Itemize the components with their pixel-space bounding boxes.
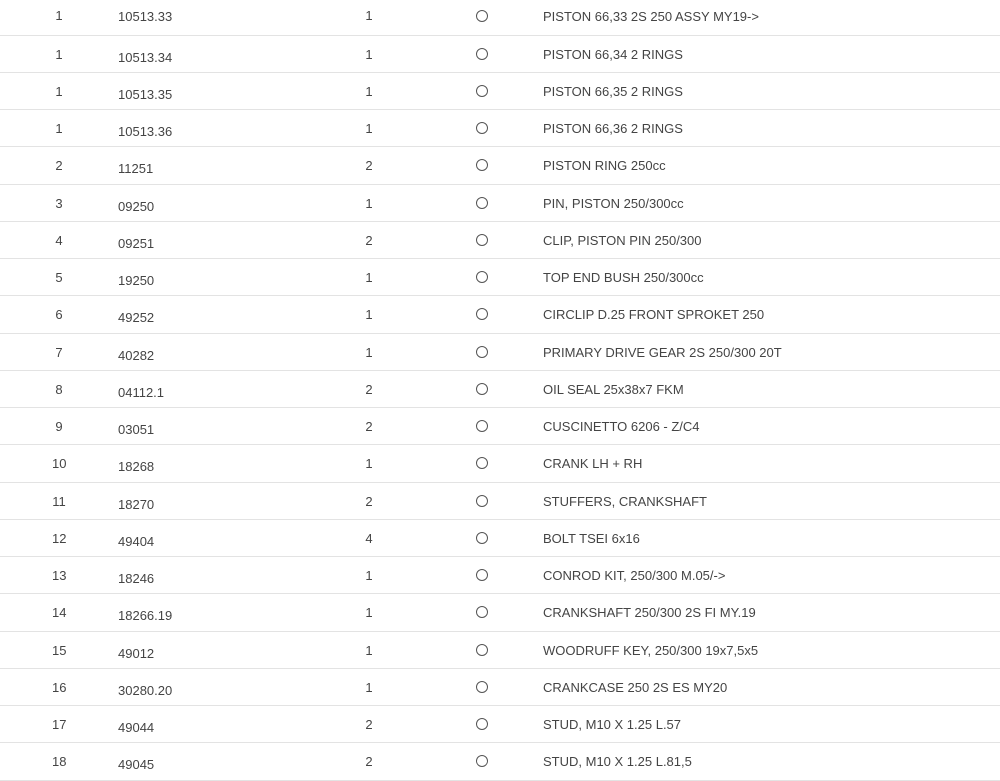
quantity: 1 [365,270,373,285]
quantity: 2 [365,232,373,248]
part-description: STUFFERS, CRANKSHAFT [543,493,707,509]
table-row[interactable] [0,259,1000,296]
position-number: 8 [55,381,63,397]
part-code: 18270 [118,496,155,512]
table-row[interactable] [0,0,1000,36]
select-part-radio[interactable] [476,122,488,134]
part-description: CIRCLIP D.25 FRONT SPROKET 250 [543,307,765,323]
table-row[interactable] [0,296,1000,333]
radio-circle-icon[interactable] [476,495,488,507]
position-number: 17 [52,717,67,732]
radio-circle-icon[interactable] [476,383,488,395]
select-part-radio[interactable] [476,457,488,469]
quantity: 2 [365,419,373,434]
position-number: 1 [55,46,63,62]
quantity: 2 [365,493,373,509]
table-row[interactable] [0,408,1000,445]
radio-circle-icon[interactable] [476,755,488,767]
radio-circle-icon[interactable] [476,681,488,693]
part-description: STUD, M10 X 1.25 L.57 [543,717,682,732]
table-row[interactable] [0,36,1000,73]
table-row[interactable] [0,334,1000,371]
part-description: PISTON 66,35 2 RINGS [543,83,683,99]
table-row[interactable] [0,445,1000,482]
quantity: 2 [365,754,373,770]
select-part-radio[interactable] [476,569,488,581]
part-code: 18246 [118,571,155,586]
part-description: CUSCINETTO 6206 - Z/C4 [543,419,700,434]
position-number: 15 [52,642,67,658]
table-row[interactable] [0,632,1000,669]
part-code: 11251 [118,161,154,177]
radio-circle-icon[interactable] [476,718,488,730]
table-row[interactable] [0,706,1000,743]
table-row[interactable] [0,483,1000,520]
position-number: 3 [55,195,63,211]
quantity: 1 [365,8,373,23]
table-row[interactable] [0,73,1000,110]
position-number: 11 [52,493,66,509]
quantity: 1 [365,568,373,583]
part-description: BOLT TSEI 6x16 [543,530,640,546]
quantity: 1 [365,121,373,136]
table-row[interactable] [0,110,1000,147]
part-code: 10513.34 [118,49,173,65]
position-number: 7 [55,344,63,360]
table-row[interactable] [0,371,1000,408]
radio-circle-icon[interactable] [476,346,488,358]
select-part-radio[interactable] [476,271,488,283]
position-number: 18 [52,754,67,770]
select-part-radio[interactable] [476,495,488,507]
table-row[interactable] [0,222,1000,259]
select-part-radio[interactable] [476,346,488,358]
radio-circle-icon[interactable] [476,644,488,656]
position-number: 1 [55,83,63,99]
quantity: 1 [365,307,373,323]
select-part-radio[interactable] [476,10,488,22]
part-code: 10513.36 [118,124,173,139]
position-number: 12 [52,530,67,546]
quantity: 1 [365,344,373,360]
select-part-radio[interactable] [476,48,488,60]
quantity: 1 [365,456,373,472]
part-description: CLIP, PISTON PIN 250/300 [543,232,702,248]
part-code: 10513.33 [118,9,173,24]
radio-circle-icon[interactable] [476,159,488,171]
position-number: 16 [52,679,67,695]
radio-circle-icon[interactable] [476,197,488,209]
part-description: PISTON 66,34 2 RINGS [543,46,683,62]
select-part-radio[interactable] [476,308,488,320]
quantity: 2 [365,381,373,397]
quantity: 2 [365,158,373,174]
radio-circle-icon[interactable] [476,606,488,618]
select-part-radio[interactable] [476,681,488,693]
part-code: 19250 [118,273,155,288]
radio-circle-icon[interactable] [476,122,488,134]
select-part-radio[interactable] [476,420,488,432]
table-row[interactable] [0,594,1000,631]
table-row[interactable] [0,557,1000,594]
select-part-radio[interactable] [476,234,488,246]
quantity: 1 [365,642,373,658]
part-code: 18268 [118,459,155,475]
part-code: 09251 [118,235,155,251]
part-description: CONROD KIT, 250/300 M.05/-> [543,568,726,583]
radio-circle-icon[interactable] [476,457,488,469]
part-code: 49404 [118,533,155,549]
radio-circle-icon[interactable] [476,48,488,60]
radio-circle-icon[interactable] [476,420,488,432]
position-number: 1 [55,121,63,136]
table-row[interactable] [0,147,1000,184]
part-code: 40282 [118,347,155,363]
select-part-radio[interactable] [476,159,488,171]
part-description: CRANKCASE 250 2S ES MY20 [543,679,728,695]
part-description: CRANK LH + RH [543,456,643,472]
part-description: PISTON 66,36 2 RINGS [543,121,683,136]
select-part-radio[interactable] [476,197,488,209]
select-part-radio[interactable] [476,85,488,97]
part-description: CRANKSHAFT 250/300 2S FI MY.19 [543,605,756,621]
quantity: 4 [365,530,373,546]
quantity: 1 [365,83,373,99]
radio-circle-icon[interactable] [476,234,488,246]
quantity: 1 [365,679,373,695]
select-part-radio[interactable] [476,606,488,618]
table-row[interactable] [0,185,1000,222]
position-number: 2 [55,158,63,174]
part-code: 49044 [118,720,155,735]
radio-circle-icon[interactable] [476,271,488,283]
part-code: 49252 [118,310,155,326]
select-part-radio[interactable] [476,532,488,544]
radio-circle-icon[interactable] [476,10,488,22]
position-number: 5 [55,270,63,285]
position-number: 9 [55,419,63,434]
select-part-radio[interactable] [476,718,488,730]
position-number: 6 [55,307,63,323]
radio-circle-icon[interactable] [476,308,488,320]
position-number: 13 [52,568,67,583]
part-code: 18266.19 [118,608,173,624]
part-code: 09250 [118,198,155,214]
part-description: OIL SEAL 25x38x7 FKM [543,381,684,397]
quantity: 1 [365,195,373,211]
part-description: PIN, PISTON 250/300cc [543,195,684,211]
quantity: 1 [365,605,373,621]
quantity: 1 [365,46,373,62]
position-number: 14 [52,605,67,621]
part-code: 49012 [118,645,155,661]
select-part-radio[interactable] [476,383,488,395]
quantity: 2 [365,717,373,732]
part-description: WOODRUFF KEY, 250/300 19x7,5x5 [543,642,759,658]
table-row[interactable] [0,669,1000,706]
part-code: 10513.35 [118,86,173,102]
part-description: PISTON 66,33 2S 250 ASSY MY19-> [543,9,759,24]
position-number: 1 [55,8,63,23]
part-code: 03051 [118,422,155,437]
part-code: 49045 [118,757,155,773]
table-row[interactable] [0,520,1000,557]
select-part-radio[interactable] [476,644,488,656]
part-description: STUD, M10 X 1.25 L.81,5 [543,754,692,770]
part-description: PRIMARY DRIVE GEAR 2S 250/300 20T [543,344,782,360]
part-code: 04112.1 [118,384,165,400]
position-number: 10 [52,456,67,472]
table-row[interactable] [0,743,1000,780]
radio-circle-icon[interactable] [476,85,488,97]
radio-circle-icon[interactable] [476,569,488,581]
radio-circle-icon[interactable] [476,532,488,544]
position-number: 4 [55,232,63,248]
part-description: PISTON RING 250cc [543,158,666,174]
part-code: 30280.20 [118,682,173,698]
select-part-radio[interactable] [476,755,488,767]
part-description: TOP END BUSH 250/300cc [543,270,704,285]
